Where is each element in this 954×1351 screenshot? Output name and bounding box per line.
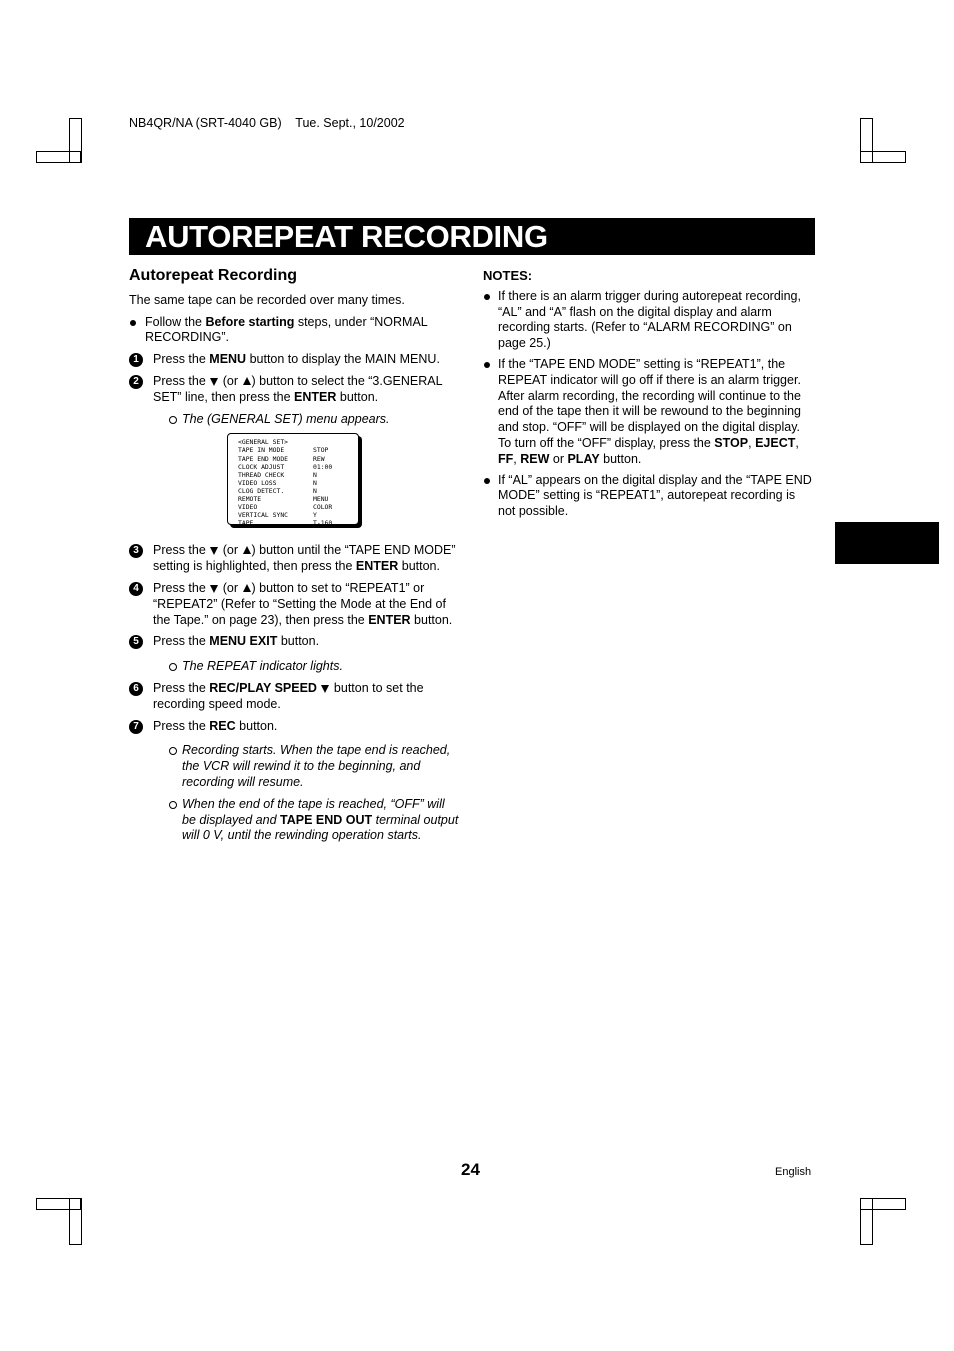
- left-column: [129, 268, 461, 850]
- document-header: NB4QR/NA (SRT-4040 GB) Tue. Sept., 10/2002: [129, 116, 405, 130]
- down-arrow-icon: [210, 547, 218, 555]
- list-item: Follow the Before starting steps, under “NORMAL RECORDING”.: [129, 315, 461, 347]
- step-number-icon: 7: [129, 720, 143, 734]
- crop-mark: [69, 1198, 82, 1245]
- osd-row: REMOTE MENU: [238, 495, 329, 504]
- step-4: 4 Press the (or ) button to set to “REPEAT1” or “REPEAT2” (Refer to “Setting the Mode at the End of the Tape.” on page 23), then press the ENTER button.: [129, 581, 461, 628]
- general-set-menu-illustration: [129, 433, 461, 537]
- page-number: 24: [461, 1160, 480, 1179]
- circle-bullet-icon: [169, 747, 177, 755]
- osd-row: TAPE T-160: [238, 519, 333, 528]
- down-arrow-icon: [321, 685, 329, 693]
- notes-column: [483, 268, 815, 525]
- section-heading: Autorepeat Recording: [129, 267, 298, 284]
- circle-bullet-icon: [169, 416, 177, 424]
- step-number-icon: 4: [129, 582, 143, 596]
- up-arrow-icon: [243, 377, 251, 385]
- step-1: 1 Press the MENU button to display the MAIN MENU.: [129, 352, 461, 368]
- sub-note: The (GENERAL SET) menu appears.: [129, 412, 461, 428]
- step-6: 6 Press the REC/PLAY SPEED button to set the recording speed mode.: [129, 681, 461, 713]
- step-number-icon: 6: [129, 682, 143, 696]
- osd-row: CLOCK ADJUST 01:00: [238, 462, 333, 471]
- step-2: 2 Press the (or ) button to select the “3.GENERAL SET” line, then press the ENTER button.: [129, 374, 461, 406]
- sub-note: Recording starts. When the tape end is reached, the VCR will rewind it to the beginning, and recording will resume.: [129, 743, 461, 790]
- down-arrow-icon: [210, 378, 218, 386]
- osd-row: VERTICAL SYNC Y: [238, 511, 317, 520]
- osd-row: TAPE IN MODE STOP: [238, 446, 329, 455]
- up-arrow-icon: [243, 546, 251, 554]
- circle-bullet-icon: [169, 801, 177, 809]
- crop-mark: [36, 151, 81, 163]
- step-5: 5 Press the MENU EXIT button.: [129, 634, 461, 650]
- sub-note: The REPEAT indicator lights.: [129, 659, 461, 675]
- bullet-icon: [484, 294, 490, 300]
- osd-row: VIDEO COLOR: [238, 503, 333, 512]
- bullet-icon: [130, 320, 136, 326]
- step-number-icon: 3: [129, 544, 143, 558]
- osd-title: <GENERAL SET>: [238, 438, 289, 447]
- note-item: If the “TAPE END MODE” setting is “REPEAT1”, the REPEAT indicator will go off if there is an alarm trigger. After alarm recording, the recording will continue to the end of the tape then it will be rewound to the beginning and stop. “OFF” will be displayed on the digital display. To turn off the “OFF” display, press the STOP, EJECT, FF, REW or PLAY button.: [483, 357, 815, 468]
- crop-mark: [860, 151, 906, 163]
- osd-row: TAPE END MODE REW: [238, 454, 325, 463]
- notes-heading: NOTES:: [483, 268, 533, 283]
- sub-note: When the end of the tape is reached, “OFF” will be displayed and TAPE END OUT terminal output will 0 V, until the rewinding operation starts.: [129, 797, 461, 844]
- intro-text: The same tape can be recorded over many times.: [129, 292, 405, 307]
- down-arrow-icon: [210, 585, 218, 593]
- note-item: If “AL” appears on the digital display and the “TAPE END MODE” setting is “REPEAT1”, autorepeat recording is not possible.: [483, 473, 815, 520]
- step-3: 3 Press the (or ) button until the “TAPE END MODE” setting is highlighted, then press the ENTER button.: [129, 543, 461, 575]
- step-7: 7 Press the REC button.: [129, 719, 461, 735]
- osd-row: THREAD CHECK N: [238, 470, 317, 479]
- bullet-icon: [484, 362, 490, 368]
- section-tab: [835, 522, 939, 564]
- step-number-icon: 2: [129, 375, 143, 389]
- circle-bullet-icon: [169, 663, 177, 671]
- osd-row: VIDEO LOSS N: [238, 478, 317, 487]
- language-label: English: [775, 1166, 812, 1178]
- bullet-icon: [484, 478, 490, 484]
- page-title: AUTOREPEAT RECORDING: [129, 218, 815, 255]
- step-number-icon: 5: [129, 635, 143, 649]
- step-number-icon: 1: [129, 353, 143, 367]
- osd-screen: [227, 433, 359, 528]
- osd-row: CLOG DETECT. N: [238, 486, 317, 495]
- crop-mark: [860, 1198, 873, 1245]
- note-item: If there is an alarm trigger during autorepeat recording, “AL” and “A” flash on the digital display and alarm recording starts. (Refer to “ALARM RECORDING” on page 25.): [483, 289, 815, 352]
- up-arrow-icon: [243, 584, 251, 592]
